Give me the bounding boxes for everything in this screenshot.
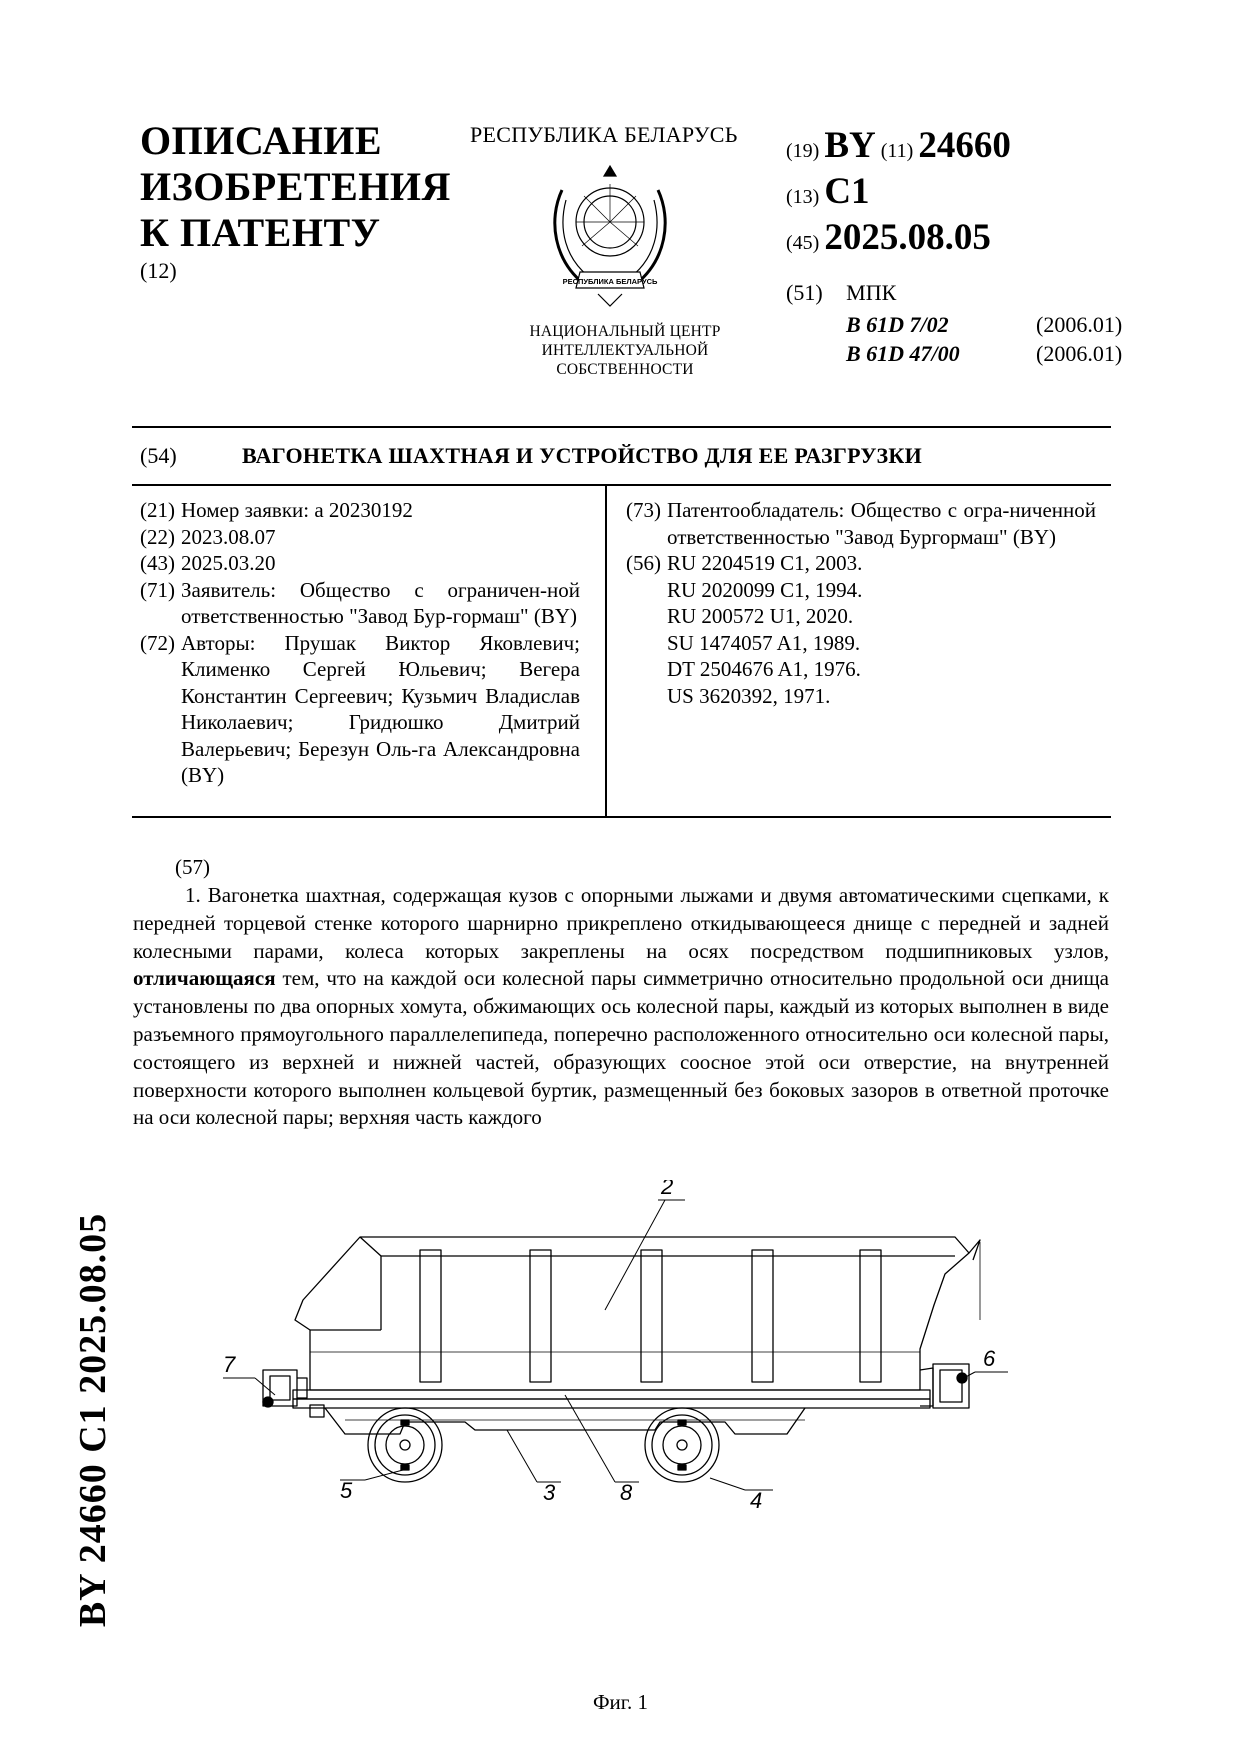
body-rib xyxy=(420,1250,441,1382)
side-document-label xyxy=(68,1140,118,1700)
country-name: РЕСПУБЛИКА БЕЛАРУСЬ xyxy=(470,122,738,147)
body-rib xyxy=(752,1250,773,1382)
ipc-version: (2006.01) xyxy=(1036,312,1123,337)
body-rib xyxy=(641,1250,662,1382)
citation: RU 200572 U1, 2020. xyxy=(667,604,854,628)
body-rib xyxy=(860,1250,881,1382)
ipc-class: B 61D 47/00 xyxy=(846,341,960,366)
inid-code-13: (13) xyxy=(786,186,820,208)
citation: RU 2204519 C1, 2003. xyxy=(667,551,863,575)
undercarriage xyxy=(325,1408,805,1434)
doc-number-line xyxy=(786,124,1011,167)
inid-code-19: (19) xyxy=(786,140,820,162)
biblio-left-column xyxy=(140,497,580,789)
figure-label: 8 xyxy=(620,1480,633,1505)
kind-code-line xyxy=(786,170,870,213)
divider xyxy=(132,484,1111,486)
column-divider xyxy=(605,486,607,818)
biblio-entry: (73) Патентообладатель: Общество с огра-ниченной ответственностью "Завод Бургормаш" (BY) xyxy=(626,498,1096,549)
figure-label: 2 xyxy=(661,1180,674,1199)
divider xyxy=(132,426,1111,428)
figure-label: 4 xyxy=(750,1488,763,1513)
doc-title-line: ОПИСАНИЕ xyxy=(140,118,383,163)
ipc-header xyxy=(786,280,896,306)
divider xyxy=(132,816,1111,818)
side-label-text: BY 24660 C1 2025.08.05 xyxy=(72,1212,114,1628)
doc-title-line: К ПАТЕНТУ xyxy=(140,210,381,255)
figure-caption: Фиг. 1 xyxy=(592,1690,649,1714)
publication-date: 2025.08.05 xyxy=(824,217,991,258)
invention-title-text: ВАГОНЕТКА ШАХТНАЯ И УСТРОЙСТВО ДЛЯ ЕЕ РАЗГРУЗКИ xyxy=(242,443,923,468)
figure-label: 5 xyxy=(340,1478,353,1503)
left-wheel xyxy=(368,1408,442,1482)
kind-code: C1 xyxy=(824,171,870,212)
country-code: BY xyxy=(824,125,876,166)
office-line: ИНТЕЛЛЕКТУАЛЬНОЙ xyxy=(541,342,709,359)
body-rib xyxy=(530,1250,551,1382)
figure-1-drawing xyxy=(215,1180,1015,1680)
citations-entry: (56) RU 2204519 C1, 2003. RU 2020099 C1, 1994. RU 200572 U1, 2020. SU 1474057 A1, 1989. DT 2504676 A1, 1976. US 3620392, 1971. xyxy=(626,550,1096,709)
biblio-entry: (43) 2025.03.20 xyxy=(140,551,276,575)
inid-code-54: (54) xyxy=(140,443,177,468)
ipc-entry xyxy=(846,312,1122,338)
figure-label: 3 xyxy=(543,1480,556,1505)
biblio-entry: (21) Номер заявки: а 20230192 xyxy=(140,498,413,522)
right-coupling xyxy=(920,1364,969,1408)
inid-code-57: (57) xyxy=(175,855,210,879)
biblio-entry: (72) Авторы: Прушак Виктор Яковлевич; Клименко Сергей Юльевич; Вегера Константин Сергеевич; Кузьмич Владислав Николаевич; Гридюшко Дмитрий Валерьевич; Березун Оль-га Александровна (BY) xyxy=(140,630,580,787)
ipc-class: B 61D 7/02 xyxy=(846,312,949,337)
right-wheel xyxy=(645,1408,719,1482)
inid-code-51: (51) xyxy=(786,280,823,305)
emblem-ribbon-text: РЕСПУБЛИКА БЕЛАРУСЬ xyxy=(562,277,658,286)
left-coupling xyxy=(263,1370,307,1407)
state-emblem xyxy=(540,160,680,310)
claim-emphasis: отличающаяся xyxy=(133,966,276,991)
biblio-entry: (71) Заявитель: Общество с ограничен-ной ответственностью "Завод Бур-гормаш" (BY) xyxy=(140,577,580,628)
inid-code-45: (45) xyxy=(786,232,820,254)
citation: US 3620392, 1971. xyxy=(667,683,831,708)
ipc-entry xyxy=(846,341,1122,367)
document-title xyxy=(140,118,451,256)
citation: DT 2504676 A1, 1976. xyxy=(667,657,861,681)
ipc-version: (2006.01) xyxy=(1036,341,1123,366)
inid-code-12: (12) xyxy=(140,258,177,283)
office-line: СОБСТВЕННОСТИ xyxy=(556,361,694,378)
claim-text-after: тем, что на каждой оси колесной пары симметрично относительно продольной оси днища установлены по два опорных хомута, обжимающих ось колесной пары, каждый из которых выполнен в виде разъемного прямоугольного параллелепипеда, поперечно расположенного относительно оси колесной пары, состоящего из верхней и нижней частей, образующих соосное этой оси отверстие, на внутренней поверхности которого выполнен кольцевой буртик, размещенный без боковых зазоров в ответной проточке на оси колесной пары; верхняя часть каждого xyxy=(133,966,1110,1130)
claim-text xyxy=(133,882,1109,1132)
citation: RU 2020099 C1, 1994. xyxy=(667,577,863,602)
biblio-right-column xyxy=(626,497,1096,709)
patent-office-name xyxy=(480,322,770,379)
office-line: НАЦИОНАЛЬНЫЙ ЦЕНТР xyxy=(529,323,721,340)
inid-code-11: (11) xyxy=(880,140,914,162)
biblio-entry: (22) 2023.08.07 xyxy=(140,524,276,549)
claim-text-before: 1. Вагонетка шахтная, содержащая кузов с опорными лыжами и двумя автоматическими сцепками, к передней торцевой стенке которого шарнирно прикреплено откидывающееся днище с передней и задней колесными парами, колеса которых закреплены на осях посредством подшипниковых узлов, xyxy=(133,883,1109,963)
citation: SU 1474057 A1, 1989. xyxy=(667,630,861,655)
patent-number: 24660 xyxy=(918,125,1011,166)
invention-title xyxy=(140,443,923,469)
figure-label: 6 xyxy=(983,1346,996,1371)
ipc-label: МПК xyxy=(846,280,897,305)
figure-label: 7 xyxy=(223,1352,236,1377)
frame-beam xyxy=(293,1390,930,1399)
publication-date-line xyxy=(786,216,991,259)
doc-title-line: ИЗОБРЕТЕНИЯ xyxy=(140,164,451,209)
